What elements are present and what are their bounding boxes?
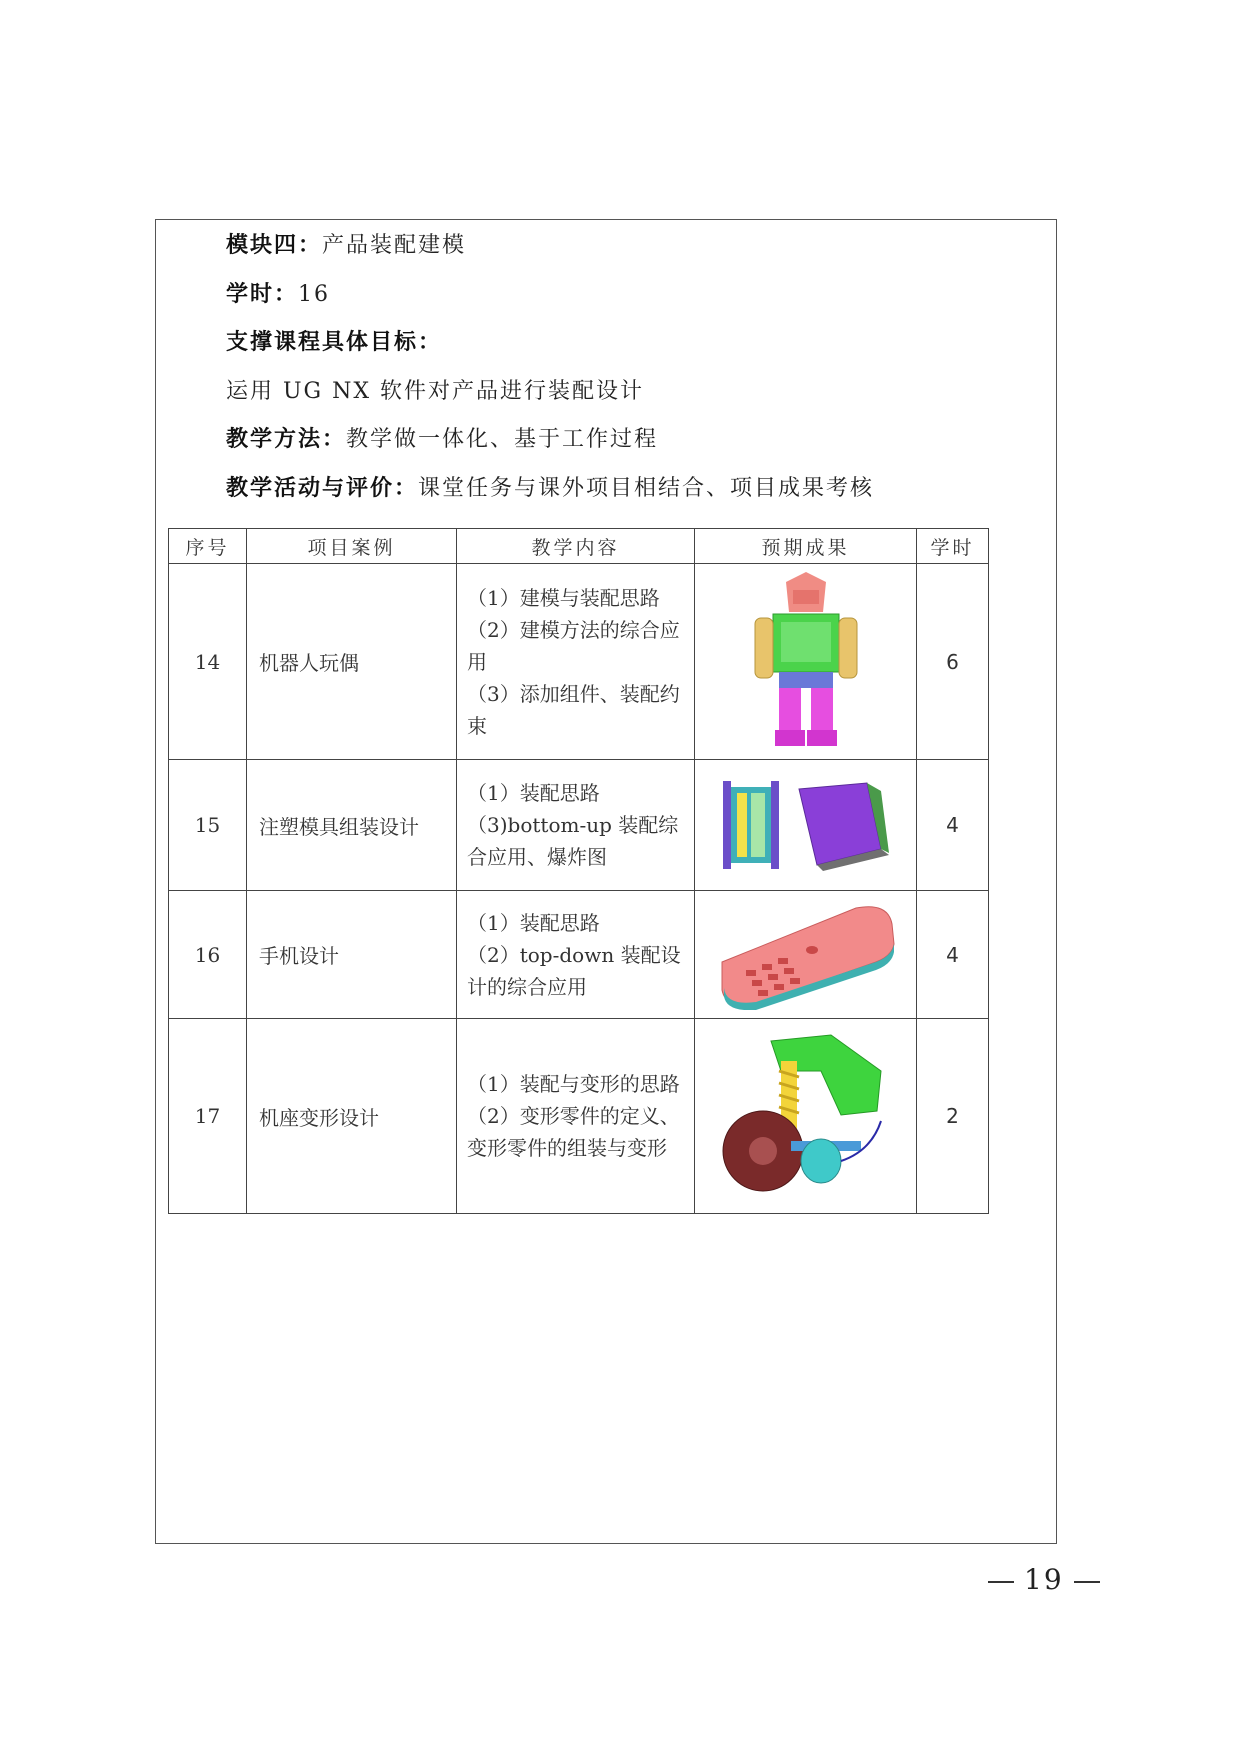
header-hours: 学时 [917, 529, 989, 564]
table-row [169, 760, 989, 891]
goal-text: 运用 UG NX 软件对产品进行装配设计 [226, 379, 645, 404]
row-hours: 2 [917, 1019, 989, 1214]
row-result-image [695, 1019, 917, 1214]
injection-mold-image [721, 775, 891, 875]
method-label: 教学方法： [226, 427, 347, 452]
header-result: 预期成果 [695, 529, 917, 564]
row-result-image [695, 564, 917, 760]
row-case: 机座变形设计 [247, 1019, 457, 1214]
row-hours: 6 [917, 564, 989, 760]
row-result-image [695, 760, 917, 891]
table-row [169, 564, 989, 760]
row-case: 手机设计 [247, 891, 457, 1019]
row-content [457, 891, 695, 1019]
row-no: 16 [169, 891, 247, 1019]
content-line: （2）top-down 装配设计的综合应用 [467, 942, 681, 999]
header-content: 教学内容 [457, 529, 695, 564]
mobile-phone-image [716, 900, 896, 1010]
content-line: （2）变形零件的定义、变形零件的组装与变形 [467, 1104, 680, 1160]
row-content [457, 564, 695, 760]
hours-label: 学时： [226, 282, 299, 307]
content-line: （1）装配思路 [467, 781, 600, 805]
table-row [169, 1019, 989, 1214]
page-dash-right [1074, 1581, 1100, 1583]
course-table [168, 528, 989, 1214]
hours-line [226, 277, 330, 308]
content-line: （3)bottom-up 装配综合应用、爆炸图 [467, 813, 679, 869]
method-line [226, 422, 658, 453]
header-no: 序号 [169, 529, 247, 564]
content-line: （3）添加组件、装配约束 [467, 681, 680, 738]
row-hours: 4 [917, 891, 989, 1019]
content-line: （1）装配思路 [467, 910, 600, 935]
module-label: 模块四： [226, 233, 323, 258]
row-case: 机器人玩偶 [247, 564, 457, 760]
module-value: 产品装配建模 [322, 233, 467, 258]
page-number-value: 19 [1024, 1563, 1064, 1596]
row-hours: 4 [917, 760, 989, 891]
row-no: 14 [169, 564, 247, 760]
row-case: 注塑模具组装设计 [247, 760, 457, 891]
content-line: （1）装配与变形的思路 [467, 1072, 680, 1096]
activity-value: 课堂任务与课外项目相结合、项目成果考核 [418, 476, 875, 501]
row-no: 15 [169, 760, 247, 891]
content-line: （2）建模方法的综合应用 [467, 617, 680, 674]
hours-value: 16 [298, 282, 331, 307]
activity-line [226, 471, 874, 502]
support-goal-line [226, 325, 442, 356]
table-header-row [169, 529, 989, 564]
robot-toy-image [751, 572, 861, 752]
content-line: （1）建模与装配思路 [467, 585, 660, 610]
table-row [169, 891, 989, 1019]
row-content [457, 1019, 695, 1214]
document-frame [155, 219, 1057, 1544]
row-result-image [695, 891, 917, 1019]
support-goal-label: 支撑课程具体目标： [226, 330, 443, 355]
suspension-image [721, 1031, 891, 1201]
row-no: 17 [169, 1019, 247, 1214]
page-number [978, 1563, 1110, 1596]
method-value: 教学做一体化、基于工作过程 [346, 427, 659, 452]
header-case: 项目案例 [247, 529, 457, 564]
module-line [226, 228, 466, 259]
row-content [457, 760, 695, 891]
activity-label: 教学活动与评价： [226, 476, 419, 501]
page-dash-left [988, 1581, 1014, 1583]
